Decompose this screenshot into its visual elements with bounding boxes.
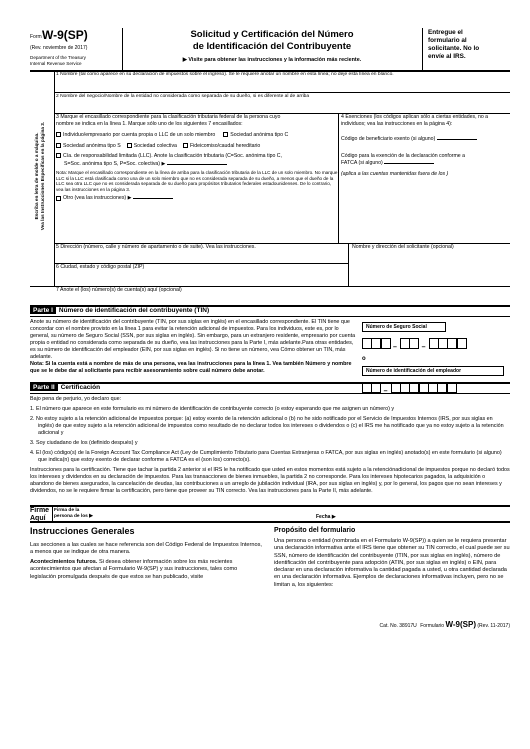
form-name: W-9(SP): [42, 28, 88, 42]
fatca-input[interactable]: [384, 159, 434, 164]
option-partnership[interactable]: Sociedad colectiva: [127, 143, 177, 150]
general-instructions: [30, 526, 264, 581]
line-3-classification: [56, 114, 338, 234]
exempt-payee-label: Código de beneficiario exento (si alguno): [341, 136, 436, 142]
line-1-name[interactable]: [56, 71, 510, 92]
checkbox-other[interactable]: [56, 196, 61, 201]
general-title: Instrucciones Generales: [30, 526, 135, 536]
purpose-p1: Una persona o entidad (nombrada en el Formulario W-9(SP)) a quien se le requiera presentar una declaración informativa ante el IRS tiene que obtener su TIN correcto, el cual puede ser su SSN, número de identificación del contribuyente (ITIN, por sus siglas en inglés), número de identificación del contribuyente para adopción (ATIN, por sus siglas en inglés) o EIN, para declarar en una declaración informativa la cantidad pagada a usted, u otra cantidad declarada en una declaración informativa. Ejemplos de declaraciones informativas incluyen, pero no se limitan a, los siguientes:: [274, 538, 510, 588]
fatca-note: (aplica a las cuentas mantenidas fuera de los ): [341, 170, 449, 177]
option-individual[interactable]: Individuo/empresario por cuenta propia o LLC de un solo miembro: [56, 132, 215, 139]
option-other[interactable]: Otro (vea las instrucciones) ▶: [56, 194, 338, 202]
form-word: Form: [30, 34, 42, 40]
form-title: [122, 28, 422, 64]
footer-form-word: Formulario: [420, 623, 445, 629]
option-c-corp[interactable]: Sociedad anónima tipo C: [223, 132, 288, 139]
part-2-body: [30, 396, 510, 495]
checkbox-s-corp[interactable]: [56, 143, 61, 148]
signature-field[interactable]: [54, 508, 304, 519]
department: Department of the Treasury: [30, 55, 86, 60]
line-4-exemptions: [341, 114, 509, 234]
requester-label: Nombre y dirección del solicitante (opcional): [352, 244, 454, 250]
date-field[interactable]: [316, 514, 506, 520]
line-2-label: 2 Nombre del negocio/Nombre de la entidad no considerada como separada de su dueño, si es diferente al de arriba: [56, 94, 310, 99]
other-input[interactable]: [133, 194, 173, 199]
part-1-body: Anote su número de identificación del contribuyente (TIN, por sus siglas en inglés) en el encasillado correspondiente. El TIN tiene que concordar con el nombre provisto en la línea 1 para evitar la retención adicional de impuestos. Para los individuos, este es, por lo general, su número de Seguro Social (SSN, por sus siglas en inglés). Sin embargo, para un extranjero residente, empresario por cuenta propia o entidad no considerada como separada de su dueño, vea las instrucciones para la Parte I, más adelante.Para otras entidades, es su número de identificación del empleador (EIN, por sus siglas en inglés). Si no tiene un número, vea Cómo obtener un TIN, más adelante.: [30, 319, 356, 361]
line-6-label: 6 Ciudad, estado y código postal (ZIP): [56, 264, 145, 270]
right-note-line: envíe al IRS.: [428, 53, 466, 60]
form-id-block: [30, 28, 122, 70]
cert-instructions: Instrucciones para la certificación. Tiene que tachar la partida 2 anterior si el IRS le ha notificado que usted en estos momentos está sujeto a la retenciónadicional de impuestos porque no declaró todos los intereses y dividendos en su declaración de impuestos. Para las transacciones de bienes inmuebles, la partida 2 no corresponde. Para los intereses hipotecarios pagados, la adquisición o abandono de bienes asegurados, la cancelación de deudas, las contribuciones a un arreglo de jubilación individual (IRA, por sus siglas en inglés) y, por lo general, los pagos que no sean intereses y dividendos, no se le requiere firmar la certificación, pero tiene que proveer su TIN correcto. Vea las instrucciones para la Parte II, más adelante.: [30, 467, 510, 495]
title-line-1: Solicitud y Certificación del Número: [190, 29, 354, 40]
part-2-header: [30, 384, 510, 393]
fatca-label: Código para la exención de la declaración conforme a: [341, 152, 466, 159]
line-3-label: 3 Marque el encasillado correspondiente para la clasificación tributaria federal de la persona cuyo: [56, 114, 281, 120]
requester-info[interactable]: [352, 244, 510, 286]
side-line-2: Vea las Instrucciones Específicas en la página 3.: [40, 121, 45, 231]
right-note-line: Entregue el: [428, 29, 463, 36]
side-line-1: Escriba en letra de molde o a máquina.: [34, 132, 39, 220]
part-1-label: Parte I: [30, 307, 56, 314]
line-1-label: 1 Nombre (tal como aparece en su declaración de impuestos sobre el ingreso). Se le requiere anotar un nombre en esta línea; no deje esta línea en blanco.: [56, 72, 394, 77]
llc-tax-class-input[interactable]: [167, 160, 227, 165]
irs-name: Internal Revenue Service: [30, 61, 82, 66]
option-llc[interactable]: Cía. de responsabilidad limitada (LLC). Anote la clasificación tributaria (C=Soc. anónima tipo C,: [56, 153, 282, 159]
part-2-label: Parte II: [30, 384, 58, 391]
line-2-business-name[interactable]: [56, 93, 510, 113]
checkbox-llc[interactable]: [56, 153, 61, 158]
footer-form-name: W-9(SP): [445, 620, 476, 629]
right-note-line: solicitante. No lo: [428, 45, 480, 52]
llc-tax-class[interactable]: S=Soc. anónima tipo S, P=Soc. colectiva) ▶: [64, 160, 338, 168]
line-5-address[interactable]: [56, 244, 346, 263]
form-header: [30, 28, 510, 70]
cert-item-2: 2. No estoy sujeto a la retención adicional de impuestos porque: (a) estoy exento de la retención adicional o (b) no he sido notificado por el Servicio de Impuestos Internos (IRS, por sus siglas en inglés) de que estoy sujeto a la retención adicional de impuestos como resultado de no declarar todos los intereses o dividendos o (c) el IRS me ha notificado que ya no estoy sujeto a la retención adicional y: [30, 416, 504, 437]
sign-aqui: Aquí: [30, 514, 46, 522]
option-trust[interactable]: Fideicomiso/caudal hereditario: [183, 143, 260, 150]
ein-input[interactable]: –: [362, 382, 510, 397]
signature-label: Firma de la: [54, 508, 80, 513]
cert-item-3: 3. Soy ciudadano de los (definido después) y: [30, 440, 138, 447]
exempt-payee-input[interactable]: [437, 135, 477, 140]
purpose-section: [274, 526, 510, 589]
or-label: o: [362, 356, 366, 362]
checkbox-individual[interactable]: [56, 132, 61, 137]
right-note: [428, 29, 512, 61]
part-2-title: Certificación: [60, 384, 101, 391]
footer-revision: (Rev. 11-2017): [477, 623, 510, 629]
line-3-label-2: nombre se indica en la línea 1. Marque sólo uno de los siguientes 7 encasillados:: [56, 120, 243, 127]
line-6-city[interactable]: [56, 264, 346, 285]
llc-note: Nota: Marque el encasillado correspondiente en la línea de arriba para la clasificación tributaria de la LLC de un solo miembro. No marque LLC si la LLC está clasificada como una de un solo miembro que no es considerada separada de su dueño, a menos que el dueño de la LLC sea otra LLC que no es considerada separada de su dueño para propósitos tributarios federales estadounidenses. De lo contrario, vea las instrucciones en la página 3.: [56, 170, 338, 192]
part-1-title: Número de identificación del contribuyente (TIN): [58, 307, 210, 314]
line-7-accounts[interactable]: [56, 287, 510, 303]
revision-date: (Rev. noviembre de 2017): [30, 45, 88, 51]
line-4-label: 4 Exenciones (los códigos aplican sólo a ciertas entidades, no a individuos; vea las instrucciones en la página 4):: [341, 114, 489, 127]
cert-intro: Bajo pena de perjurio, yo declaro que:: [30, 396, 122, 402]
part-1-header: [30, 307, 510, 316]
ssn-input[interactable]: – –: [362, 338, 510, 353]
part-1-note: Nota: Si la cuenta está a nombre de más de una persona, vea las instrucciones para la línea 1. Vea también Número y nombre que se le debe dar al solicitante para recibir asesoramiento sobre cuál número debe anotar.: [30, 361, 352, 375]
purpose-title: Propósito del formulario: [274, 527, 356, 534]
general-p2: Acontecimientos futuros. Si desea obtener información sobre los más recientes acontecimientos que afectan al Formulario W-9(SP) y sus instrucciones, tales como legislación promulgada después de que estos se han publicado, visite: [30, 559, 238, 580]
ssn-label: Número de Seguro Social: [362, 322, 446, 332]
option-s-corp[interactable]: Sociedad anónima tipo S: [56, 143, 121, 150]
right-note-line: formulario al: [428, 37, 467, 44]
ein-label: Número de identificación del empleador: [362, 366, 504, 376]
general-p1: Las secciones a las cuales se hace referencia son del Código Federal de Impuestos Internos, a menos que se indique de otra manera.: [30, 541, 262, 555]
checkbox-c-corp[interactable]: [223, 132, 228, 137]
subtitle: ▶ Visite para obtener las instrucciones y la información más reciente.: [182, 56, 362, 63]
checkbox-trust[interactable]: [183, 143, 188, 148]
line-7-label: 7 Anote el (los) número(s) de cuenta(s) aquí (opcional): [56, 287, 182, 293]
sign-firme: Firme: [30, 507, 50, 514]
title-line-2: de Identificación del Contribuyente: [192, 40, 352, 52]
signature-label-2: persona de los ▶: [54, 513, 93, 519]
catalog-number: Cat. No. 38917U: [379, 623, 417, 629]
line-5-label: 5 Dirección (número, calle y número de apartamento o de suite). Vea las instrucciones.: [56, 244, 256, 250]
cert-item-4: 4. El (los) código(s) de la Foreign Account Tax Compliance Act (Ley de Cumplimiento Tributario para Cuentas Extranjeras o FATCA, por sus siglas en inglés) anotado(s) en este formulario (si alguno) que indica(n) que estoy exento de declarar conforme a FATCA es el (son los) correcto(s).: [30, 450, 502, 464]
cert-item-1: 1. El número que aparece en este formulario es mi número de identificación de contribuyente correcto (o estoy esperando que me asignen un número) y: [30, 406, 395, 413]
part-1-text: [30, 319, 356, 375]
fatca-label-2: FATCA (si alguno): [341, 160, 383, 166]
checkbox-partnership[interactable]: [127, 143, 132, 148]
date-label: Fecha ▶: [316, 514, 336, 520]
